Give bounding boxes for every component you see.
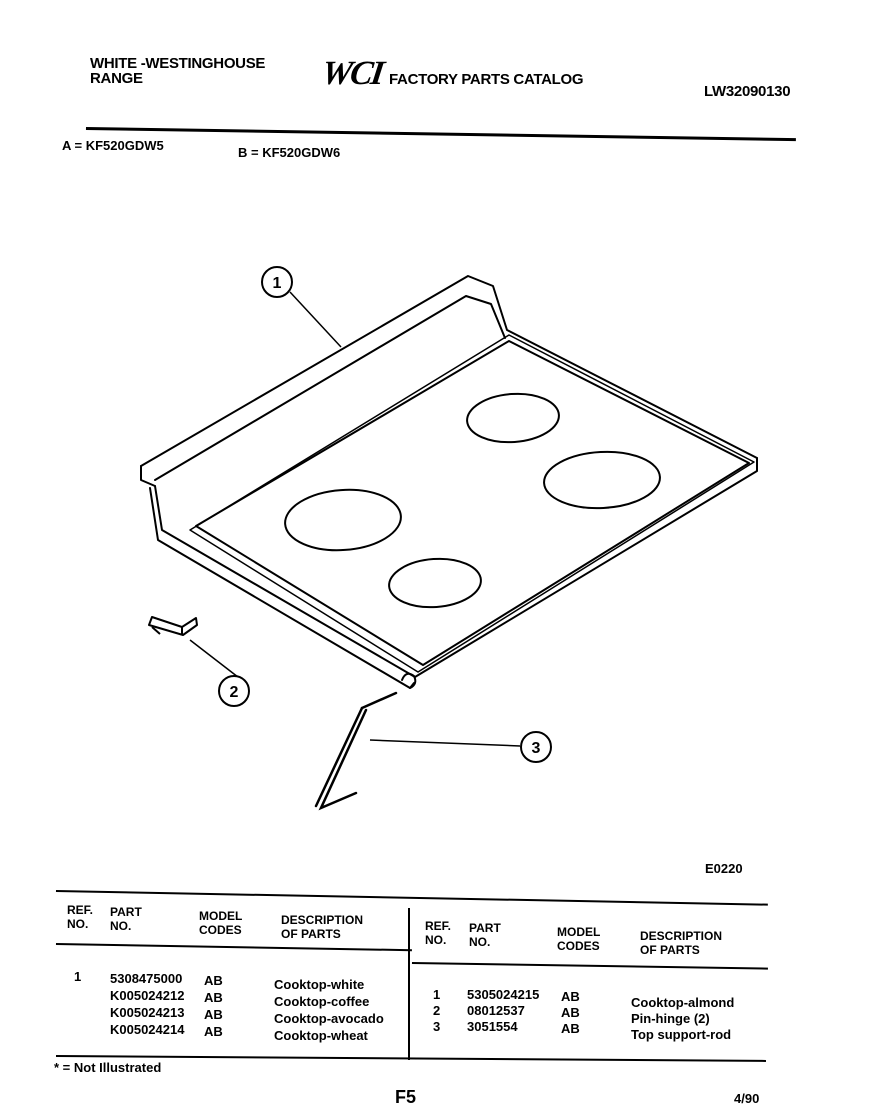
print-date: 4/90 xyxy=(734,1091,760,1106)
wci-logo: WCI xyxy=(319,55,385,92)
table-bottom-rule xyxy=(56,1055,766,1062)
not-illustrated-note: * = Not Illustrated xyxy=(54,1060,162,1075)
part-cell: 3051554 xyxy=(467,1019,518,1034)
catalog-title: FACTORY PARTS CATALOG xyxy=(389,71,584,88)
model-b-label: B = KF520GDW6 xyxy=(238,145,341,160)
brand-line-2: RANGE xyxy=(90,70,143,87)
part-no-header: PART NO. xyxy=(110,905,142,933)
ref-no-header: REF. NO. xyxy=(67,903,94,931)
table-top-rule xyxy=(56,890,768,906)
codes-cell: AB xyxy=(204,973,223,988)
part-cell: 5305024215 xyxy=(467,987,540,1002)
description-header-right: DESCRIPTION OF PARTS xyxy=(640,929,723,957)
cooktop-inner-frame xyxy=(196,341,749,665)
pin-hinge-part xyxy=(149,617,197,635)
codes-cell: AB xyxy=(204,1024,223,1039)
part-cell: K005024213 xyxy=(110,1005,185,1020)
codes-cell: AB xyxy=(561,1021,580,1036)
desc-cell: Cooktop-wheat xyxy=(274,1028,368,1043)
table-header-rule-left xyxy=(56,943,412,951)
burner-opening-rear-left xyxy=(465,391,560,445)
ref-cell: 2 xyxy=(433,1003,441,1018)
ref-cell: 1 xyxy=(74,969,82,984)
model-codes-header-right: MODEL CODES xyxy=(557,925,601,953)
ref-cell: 1 xyxy=(433,987,441,1002)
catalog-number: LW32090130 xyxy=(704,83,791,100)
callout-1-label: 1 xyxy=(272,275,282,292)
part-cell: K005024212 xyxy=(110,988,185,1003)
table-header-rule-right xyxy=(412,962,768,970)
desc-cell: Cooktop-coffee xyxy=(274,994,370,1009)
figure-code: E0220 xyxy=(705,861,743,876)
codes-cell: AB xyxy=(561,989,580,1004)
burner-opening-front-left xyxy=(283,486,403,554)
part-no-header-right: PART NO. xyxy=(469,921,501,949)
part-cell: 08012537 xyxy=(467,1003,525,1018)
desc-cell: Cooktop-almond xyxy=(631,995,735,1010)
model-a-label: A = KF520GDW5 xyxy=(62,138,164,153)
desc-cell: Cooktop-white xyxy=(274,977,365,992)
desc-cell: Cooktop-avocado xyxy=(274,1011,384,1026)
ref-cell: 3 xyxy=(433,1019,441,1034)
description-header: DESCRIPTION OF PARTS xyxy=(281,913,364,941)
part-cell: 5308475000 xyxy=(110,971,183,986)
desc-cell: Top support-rod xyxy=(631,1027,732,1042)
burner-opening-front-right xyxy=(387,556,482,610)
support-rod-part xyxy=(316,693,396,808)
table-divider xyxy=(408,908,410,1060)
part-cell: K005024214 xyxy=(110,1022,185,1037)
model-codes-header: MODEL CODES xyxy=(199,909,243,937)
callout-2-label: 2 xyxy=(229,684,239,701)
codes-cell: AB xyxy=(204,1007,223,1022)
callout-3-label: 3 xyxy=(531,740,541,757)
brand-line-1: WHITE -WESTINGHOUSE xyxy=(90,55,266,72)
codes-cell: AB xyxy=(204,990,223,1005)
page-number: F5 xyxy=(395,1087,417,1107)
codes-cell: AB xyxy=(561,1005,580,1020)
burner-opening-rear-right xyxy=(543,449,662,511)
desc-cell: Pin-hinge (2) xyxy=(631,1011,710,1026)
ref-no-header-right: REF. NO. xyxy=(425,919,452,947)
